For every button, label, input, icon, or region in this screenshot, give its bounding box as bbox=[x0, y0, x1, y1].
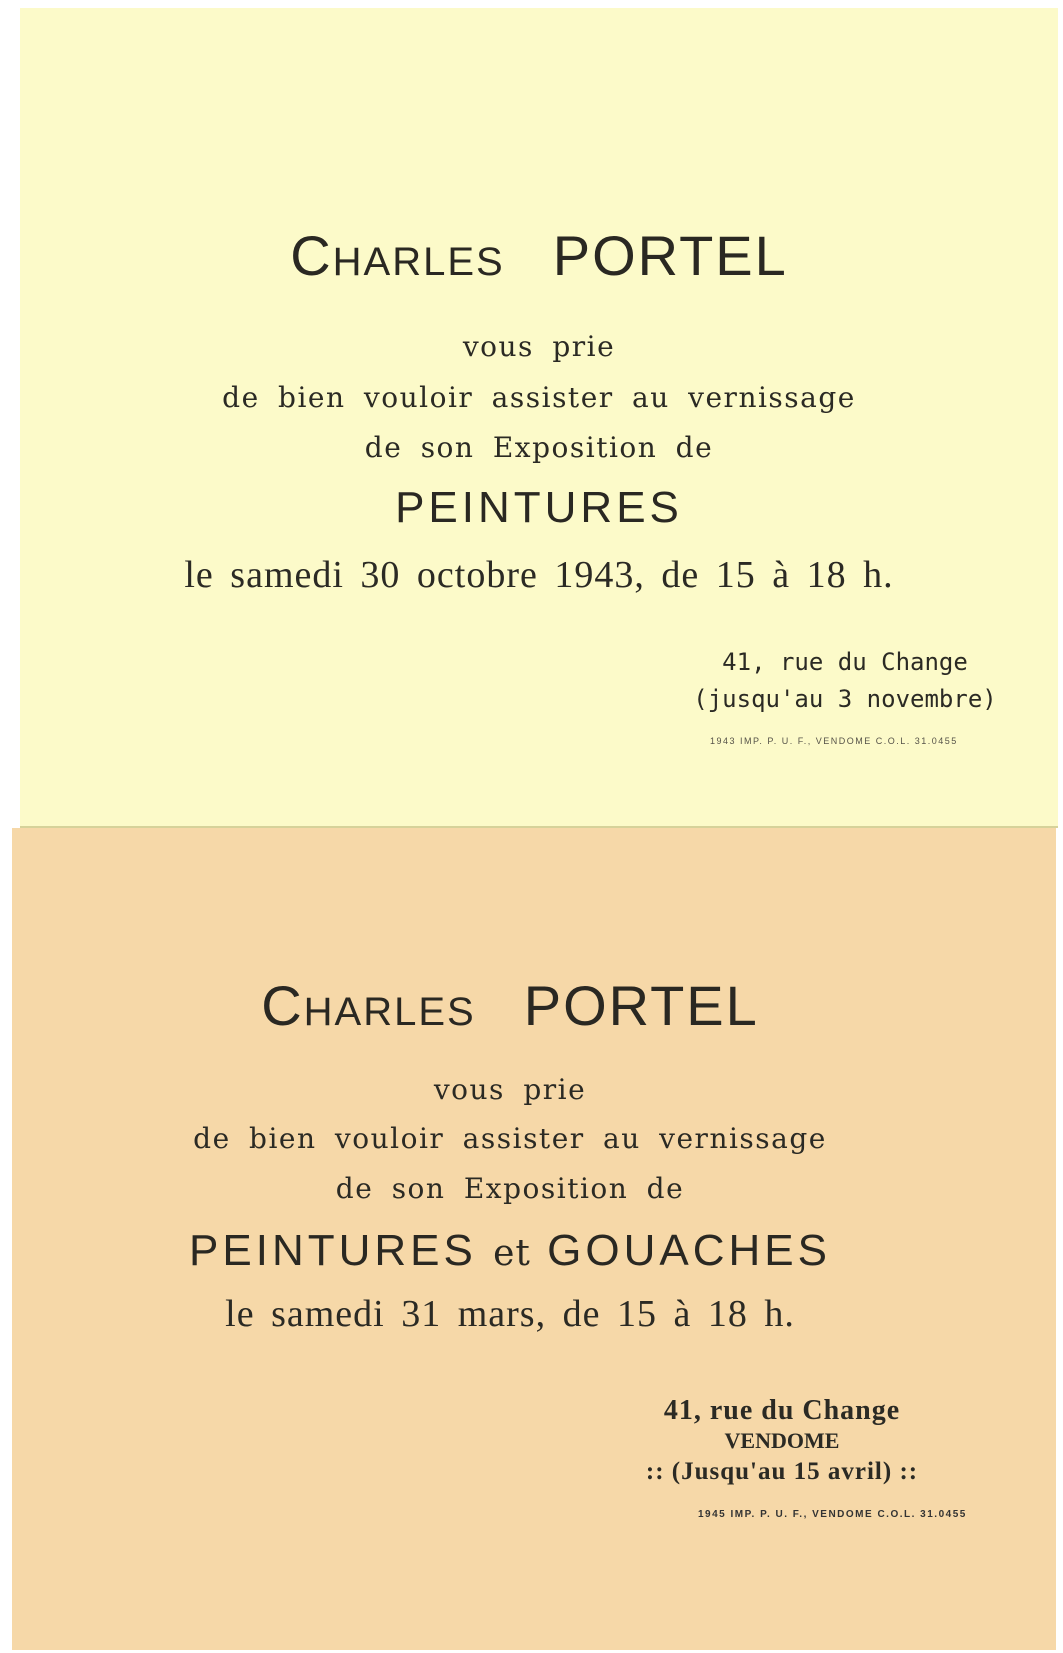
invitation-card-1943 bbox=[20, 8, 1058, 828]
invite-line-3: de son Exposition de bbox=[364, 431, 714, 464]
artist-name bbox=[0, 973, 1032, 1038]
event-date: le samedi 31 mars, de 15 à 18 h. bbox=[225, 1293, 795, 1335]
artist-name bbox=[20, 223, 1058, 288]
address: 41, rue du Change bbox=[663, 1395, 901, 1426]
invitation-card-1945 bbox=[12, 828, 1056, 1650]
closing-date: (jusqu'au 3 novembre) bbox=[693, 685, 997, 713]
invite-line-3: de son Exposition de bbox=[335, 1172, 685, 1205]
address: 41, rue du Change bbox=[722, 648, 968, 676]
exhibition-heading: PEINTURES bbox=[395, 483, 683, 532]
artist-first-rest: HARLES bbox=[303, 990, 476, 1034]
artist-last-name: PORTEL bbox=[523, 974, 759, 1037]
printer-imprint: 1945 IMP. P. U. F., VENDOME C.O.L. 31.0455 bbox=[698, 1509, 967, 1520]
invite-line-1: vous prie bbox=[433, 1073, 587, 1106]
heading-paintings: PEINTURES bbox=[189, 1226, 477, 1275]
invite-line-2: de bien vouloir assister au vernissage bbox=[222, 381, 856, 414]
artist-last-name: PORTEL bbox=[552, 224, 788, 287]
heading-gouaches: GOUACHES bbox=[547, 1226, 831, 1275]
event-date: le samedi 30 octobre 1943, de 15 à 18 h. bbox=[184, 554, 894, 596]
artist-first-initial: C bbox=[290, 224, 333, 287]
invite-line-2: de bien vouloir assister au vernissage bbox=[193, 1122, 827, 1155]
artist-first-rest: HARLES bbox=[332, 240, 505, 284]
artist-first-initial: C bbox=[261, 974, 304, 1037]
printer-imprint: 1943 IMP. P. U. F., VENDOME C.O.L. 31.0455 bbox=[710, 736, 958, 746]
exhibition-heading bbox=[0, 1226, 1032, 1276]
city: VENDOME bbox=[724, 1428, 840, 1453]
heading-joiner: et bbox=[493, 1233, 531, 1274]
closing-date: :: (Jusqu'au 15 avril) :: bbox=[645, 1458, 919, 1485]
invite-line-1: vous prie bbox=[462, 330, 616, 363]
